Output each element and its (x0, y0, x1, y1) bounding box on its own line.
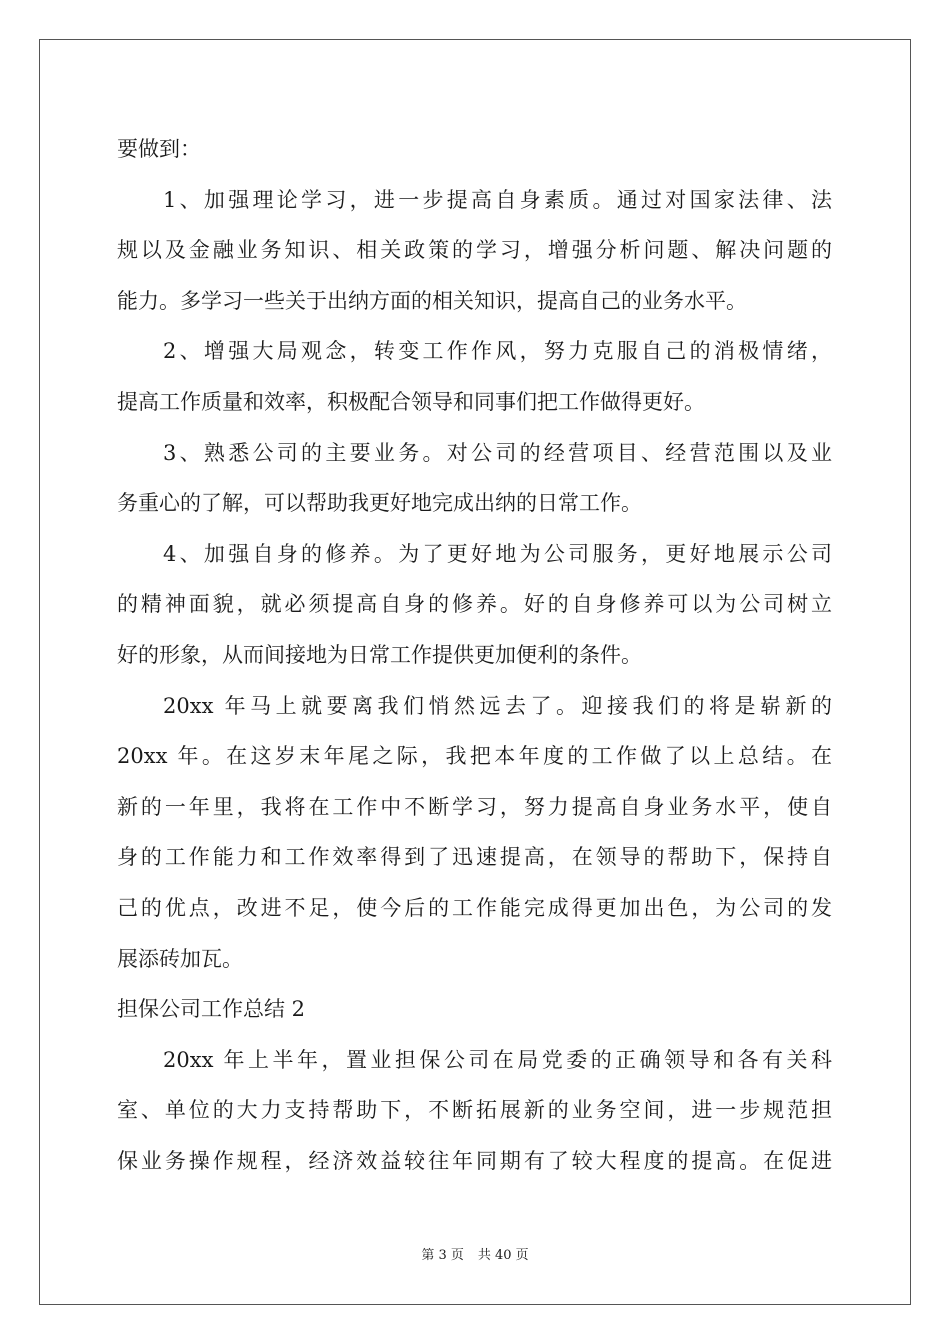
document-body (117, 124, 832, 1186)
text-line: 3、熟悉公司的主要业务。对公司的经营项目、经营范围以及业 (163, 440, 832, 465)
text-line: 能力。多学习一些关于出纳方面的相关知识，提高自己的业务水平。 (117, 288, 747, 313)
text-line: 好的形象，从而间接地为日常工作提供更加便利的条件。 (117, 642, 642, 667)
text-line: 1、加强理论学习，进一步提高自身素质。通过对国家法律、法 (163, 187, 832, 212)
page-number: 第 3 页 (421, 1248, 464, 1263)
text-line: 4、加强自身的修养。为了更好地为公司服务，更好地展示公司 (163, 541, 832, 566)
text-line: 室、单位的大力支持帮助下，不断拓展新的业务空间，进一步规范担 (117, 1098, 832, 1123)
text-line: 2、增强大局观念，转变工作作风，努力克服自己的消极情绪， (163, 339, 832, 364)
text-line: 提高工作质量和效率，积极配合领导和同事们把工作做得更好。 (117, 389, 705, 414)
page-total: 共 40 页 (477, 1248, 529, 1263)
text-line: 务重心的了解，可以帮助我更好地完成出纳的日常工作。 (117, 491, 642, 516)
text-line: 保业务操作规程，经济效益较往年同期有了较大程度的提高。在促进 (117, 1148, 832, 1173)
text-line: 20xx 年马上就要离我们悄然远去了。迎接我们的将是崭新的 (163, 693, 832, 718)
text-line: 的精神面貌，就必须提高自身的修养。好的自身修养可以为公司树立 (117, 592, 832, 617)
page-footer (0, 1246, 950, 1266)
text-line: 新的一年里，我将在工作中不断学习，努力提高自身业务水平，使自 (117, 794, 832, 819)
text-line: 己的优点，改进不足，使今后的工作能完成得更加出色，为公司的发 (117, 895, 832, 920)
text-line: 20xx 年。在这岁末年尾之际，我把本年度的工作做了以上总结。在 (117, 744, 832, 769)
text-line: 身的工作能力和工作效率得到了迅速提高，在领导的帮助下，保持自 (117, 845, 832, 870)
text-line: 要做到： (117, 137, 201, 161)
text-line: 20xx 年上半年，置业担保公司在局党委的正确领导和各有关科 (163, 1047, 832, 1072)
text-line: 展添砖加瓦。 (117, 946, 243, 971)
section-heading: 担保公司工作总结 2 (117, 997, 306, 1022)
text-line: 规以及金融业务知识、相关政策的学习，增强分析问题、解决问题的 (117, 238, 832, 263)
